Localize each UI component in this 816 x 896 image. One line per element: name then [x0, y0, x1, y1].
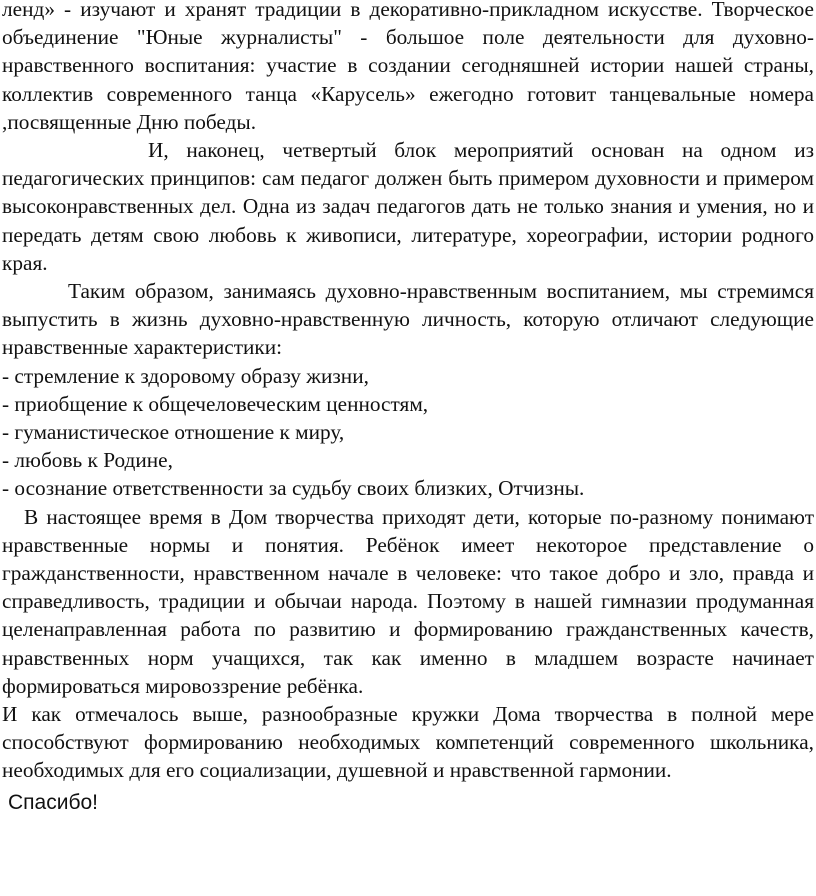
closing-thanks: Спасибо! [8, 790, 98, 814]
list-item: - стремление к здоровому образу жизни, [2, 363, 369, 388]
paragraph-clubs: И как отмечалось выше, разнообразные кружки Дома творчества в полной мере способствуют формированию необходимых компетенций современного школьника, необходимых для его социализации, душевной и нравственной гармонии. [2, 702, 814, 783]
list-item: - гуманистическое отношение к миру, [2, 420, 345, 445]
paragraph-traditions: ленд» - изучают и хранят традиции в декоративно-прикладном искусстве. Творческое объединение "Юные журналисты" - большое поле деятельности для духовно-нравственного воспитания: участие в создании сегодняшней истории нашей страны, коллектив современного танца «Карусель» ежегодно готовит танцевальные номера ,посвященные Дню победы. [2, 0, 814, 134]
paragraph-fourth-block: И, наконец, четвертый блок мероприятий основан на одном из педагогических принципов: сам педагог должен быть примером духовности и примером высоконравственных дел. Одна из задач педагогов дать не только знания и умения, но и передать детям свою любовь к живописи, литературе, хореографии, истории родного края. [2, 138, 814, 275]
list-item: - любовь к Родине, [2, 448, 173, 473]
document-page [2, 0, 814, 817]
paragraph-conclusion: Таким образом, занимаясь духовно-нравственным воспитанием, мы стремимся выпустить в жизнь духовно-нравственную личность, которую отличают следующие нравственные характеристики: [2, 279, 814, 360]
list-item: - осознание ответственности за судьбу своих близких, Отчизны. [2, 476, 585, 501]
list-item: - приобщение к общечеловеческим ценностям, [2, 391, 429, 416]
paragraph-present-time: В настоящее время в Дом творчества приходят дети, которые по-разному понимают нравственные нормы и понятия. Ребёнок имеет некоторое представление о гражданственности, нравственном начале в человеке: что такое добро и зло, правда и справедливость, традиции и обычаи народа. Поэтому в нашей гимназии продуманная целенаправленная работа по развитию и формированию гражданственных качеств, нравственных норм учащихся, так как именно в младшем возрасте начинает формироваться мировоззрение ребёнка. [2, 504, 814, 698]
characteristics-list [2, 362, 814, 503]
